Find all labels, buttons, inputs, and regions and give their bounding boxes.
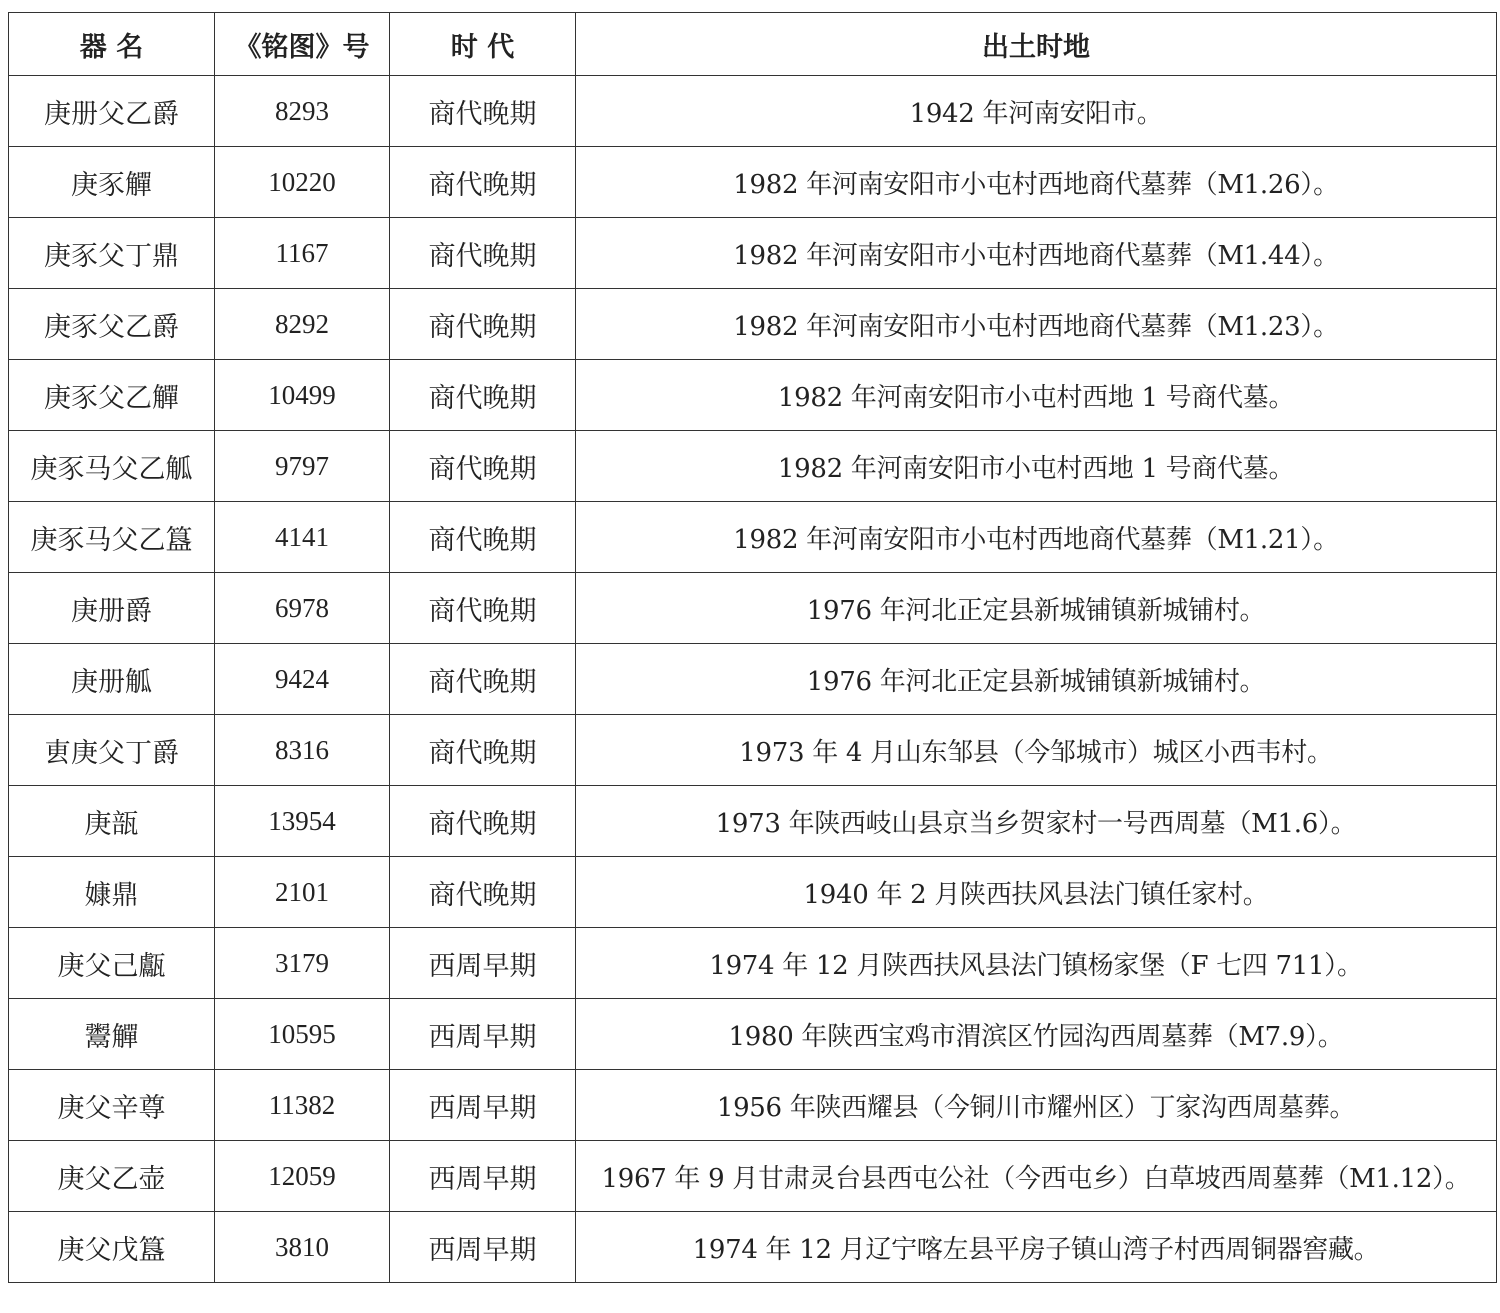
header-period: 时 代 <box>390 13 576 76</box>
table-row <box>9 573 1497 644</box>
cell-vessel-name: 鬻觶 <box>9 999 215 1070</box>
cell-period: 商代晚期 <box>390 857 576 928</box>
cell-vessel-name: 庚册父乙爵 <box>9 76 215 147</box>
cell-vessel-name: 庚父戊簋 <box>9 1212 215 1283</box>
cell-vessel-name: 庚豕父乙觶 <box>9 360 215 431</box>
cell-vessel-name: 庚父乙壶 <box>9 1141 215 1212</box>
cell-excavation-site: 1982 年河南安阳市小屯村西地商代墓葬（M1.26）。 <box>576 147 1497 218</box>
cell-period: 商代晚期 <box>390 218 576 289</box>
cell-excavation-site: 1976 年河北正定县新城铺镇新城铺村。 <box>576 573 1497 644</box>
cell-period: 西周早期 <box>390 928 576 999</box>
cell-period: 商代晚期 <box>390 502 576 573</box>
cell-period: 商代晚期 <box>390 786 576 857</box>
cell-period: 西周早期 <box>390 1141 576 1212</box>
cell-vessel-name: 庚瓿 <box>9 786 215 857</box>
cell-vessel-name: 庚豕父乙爵 <box>9 289 215 360</box>
cell-excavation-site: 1976 年河北正定县新城铺镇新城铺村。 <box>576 644 1497 715</box>
cell-excavation-site: 1973 年陕西岐山县京当乡贺家村一号西周墓（M1.6）。 <box>576 786 1497 857</box>
cell-vessel-name: 庚父辛尊 <box>9 1070 215 1141</box>
cell-period: 西周早期 <box>390 1212 576 1283</box>
cell-excavation-site: 1942 年河南安阳市。 <box>576 76 1497 147</box>
cell-vessel-name: 庚豕父丁鼎 <box>9 218 215 289</box>
table-row <box>9 1070 1497 1141</box>
cell-period: 商代晚期 <box>390 289 576 360</box>
table-row <box>9 1141 1497 1212</box>
cell-period: 商代晚期 <box>390 76 576 147</box>
cell-excavation-site: 1982 年河南安阳市小屯村西地商代墓葬（M1.44）。 <box>576 218 1497 289</box>
cell-catalog-number: 4141 <box>215 502 390 573</box>
cell-catalog-number: 8292 <box>215 289 390 360</box>
cell-excavation-site: 1973 年 4 月山东邹县（今邹城市）城区小西韦村。 <box>576 715 1497 786</box>
cell-vessel-name: 叀庚父丁爵 <box>9 715 215 786</box>
cell-vessel-name: 庚册觚 <box>9 644 215 715</box>
cell-vessel-name: 庚豕马父乙簋 <box>9 502 215 573</box>
cell-catalog-number: 8293 <box>215 76 390 147</box>
table-row <box>9 928 1497 999</box>
cell-period: 西周早期 <box>390 999 576 1070</box>
table-row <box>9 502 1497 573</box>
cell-catalog-number: 6978 <box>215 573 390 644</box>
table-row <box>9 218 1497 289</box>
cell-catalog-number: 10595 <box>215 999 390 1070</box>
table-row <box>9 289 1497 360</box>
cell-catalog-number: 3810 <box>215 1212 390 1283</box>
cell-excavation-site: 1967 年 9 月甘肃灵台县西屯公社（今西屯乡）白草坡西周墓葬（M1.12）。 <box>576 1141 1497 1212</box>
table-row <box>9 715 1497 786</box>
cell-catalog-number: 12059 <box>215 1141 390 1212</box>
bronze-inscription-table <box>8 12 1497 1283</box>
cell-period: 商代晚期 <box>390 360 576 431</box>
cell-excavation-site: 1982 年河南安阳市小屯村西地商代墓葬（M1.23）。 <box>576 289 1497 360</box>
cell-catalog-number: 9424 <box>215 644 390 715</box>
cell-catalog-number: 2101 <box>215 857 390 928</box>
cell-catalog-number: 10220 <box>215 147 390 218</box>
cell-vessel-name: 庚册爵 <box>9 573 215 644</box>
cell-catalog-number: 8316 <box>215 715 390 786</box>
cell-period: 商代晚期 <box>390 715 576 786</box>
cell-excavation-site: 1980 年陕西宝鸡市渭滨区竹园沟西周墓葬（M7.9）。 <box>576 999 1497 1070</box>
header-catalog-number: 《铭图》号 <box>215 13 390 76</box>
header-row <box>9 13 1497 76</box>
cell-vessel-name: 庚豕马父乙觚 <box>9 431 215 502</box>
table-row <box>9 76 1497 147</box>
cell-period: 商代晚期 <box>390 431 576 502</box>
cell-excavation-site: 1982 年河南安阳市小屯村西地商代墓葬（M1.21）。 <box>576 502 1497 573</box>
cell-excavation-site: 1982 年河南安阳市小屯村西地 1 号商代墓。 <box>576 360 1497 431</box>
cell-period: 商代晚期 <box>390 644 576 715</box>
cell-period: 商代晚期 <box>390 573 576 644</box>
cell-excavation-site: 1974 年 12 月辽宁喀左县平房子镇山湾子村西周铜器窖藏。 <box>576 1212 1497 1283</box>
cell-catalog-number: 3179 <box>215 928 390 999</box>
cell-excavation-site: 1974 年 12 月陕西扶风县法门镇杨家堡（F 七四 711）。 <box>576 928 1497 999</box>
cell-catalog-number: 13954 <box>215 786 390 857</box>
cell-catalog-number: 11382 <box>215 1070 390 1141</box>
table-row <box>9 857 1497 928</box>
cell-vessel-name: 嫝鼎 <box>9 857 215 928</box>
cell-excavation-site: 1956 年陕西耀县（今铜川市耀州区）丁家沟西周墓葬。 <box>576 1070 1497 1141</box>
cell-period: 商代晚期 <box>390 147 576 218</box>
cell-excavation-site: 1982 年河南安阳市小屯村西地 1 号商代墓。 <box>576 431 1497 502</box>
cell-excavation-site: 1940 年 2 月陕西扶风县法门镇任家村。 <box>576 857 1497 928</box>
cell-vessel-name: 庚父己甗 <box>9 928 215 999</box>
table-row <box>9 786 1497 857</box>
table-row <box>9 147 1497 218</box>
cell-catalog-number: 1167 <box>215 218 390 289</box>
header-vessel-name: 器 名 <box>9 13 215 76</box>
table-header <box>9 13 1497 76</box>
cell-period: 西周早期 <box>390 1070 576 1141</box>
table-row <box>9 431 1497 502</box>
table-row <box>9 1212 1497 1283</box>
table-row <box>9 999 1497 1070</box>
header-excavation-site: 出土时地 <box>576 13 1497 76</box>
cell-vessel-name: 庚豕觶 <box>9 147 215 218</box>
table-row <box>9 644 1497 715</box>
cell-catalog-number: 9797 <box>215 431 390 502</box>
cell-catalog-number: 10499 <box>215 360 390 431</box>
table-body <box>9 76 1497 1283</box>
table-row <box>9 360 1497 431</box>
